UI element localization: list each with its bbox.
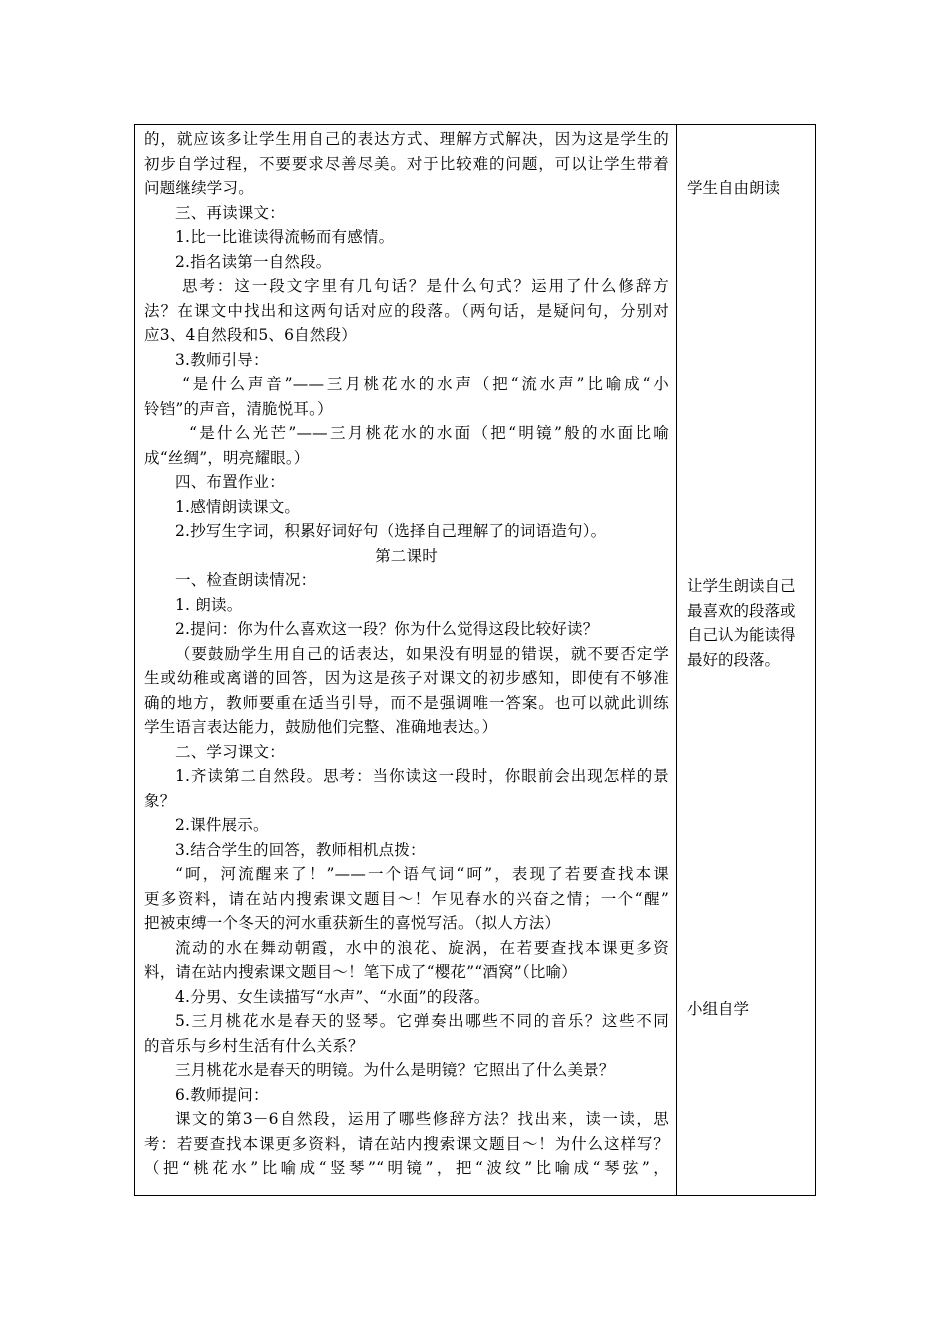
- side-note-group-study: [687, 997, 749, 1022]
- side-note-free-reading: [687, 176, 780, 201]
- text-line: 一、检查朗读情况：: [175, 571, 317, 589]
- text-line: 的，就应该多让学生用自己的表达方式、理解方式解决，因为这是学生的: [144, 130, 669, 148]
- teaching-process-column: [135, 125, 677, 1195]
- text-line: 更多资料，请在站内搜索课文题目～！乍见春水的兴奋之情；一个“醒”: [144, 889, 669, 908]
- text-line: 课文的第3－6自然段，运用了哪些修辞方法？找出来，读一读，思: [175, 1110, 669, 1128]
- text-line: 把被束缚一个冬天的河水重获新生的喜悦写活。（拟人方法）: [144, 914, 561, 932]
- text-line: 1.齐读第二自然段。思考：当你读这一段时，你眼前会出现怎样的景: [175, 767, 669, 785]
- text-line: 2.抄写生字词，积累好词好句（选择自己理解了的词语造句）。: [175, 522, 607, 540]
- student-activity-column: [677, 125, 815, 1195]
- text-line: “是什么声音”——三月桃花水的水声（把“流水声”比喻成“小: [182, 375, 669, 393]
- text-line: 1.比一比谁读得流畅而有感情。: [175, 228, 395, 246]
- text-line: 四、布置作业：: [175, 473, 285, 491]
- text-line: 3.结合学生的回答，教师相机点拨：: [175, 840, 426, 859]
- side-note-line: 让学生朗读自己: [687, 577, 796, 595]
- text-line: 的音乐与乡村生活有什么关系？: [144, 1036, 364, 1055]
- text-line: （把“桃花水”比喻成“竖琴”“明镜”，把“波纹”比喻成“琴弦”，: [144, 1159, 669, 1177]
- text-line: 考：若要查找本课更多资料，请在站内搜索课文题目～！为什么这样写？: [144, 1134, 669, 1153]
- text-line: （要鼓励学生用自己的话表达，如果没有明显的错误，就不要否定学: [175, 644, 669, 663]
- text-line: 二、学习课文：: [175, 742, 285, 761]
- text-line: 法？在课文中找出和这两句话对应的段落。（两句话，是疑问句，分别对: [144, 301, 669, 320]
- side-note-favorite-paragraph: [687, 574, 796, 672]
- text-line: 6.教师提问：: [175, 1085, 269, 1104]
- text-line: 2.提问：你为什么喜欢这一段？你为什么觉得这段比较好读？: [175, 620, 599, 638]
- text-line: 铃铛”的声音，清脆悦耳。）: [144, 399, 333, 418]
- side-note-line: 学生自由朗读: [687, 179, 781, 197]
- text-line: 3.教师引导：: [175, 350, 269, 369]
- text-line: 4.分男、女生读描写“水声”、“水面”的段落。: [175, 987, 490, 1006]
- lesson-plan-table: [134, 124, 816, 1196]
- text-line: 问题继续学习。: [144, 179, 254, 197]
- text-line: 5.三月桃花水是春天的竖琴。它弹奏出哪些不同的音乐？这些不同: [175, 1012, 669, 1030]
- text-line: 2.课件展示。: [175, 816, 269, 834]
- text-line: 三月桃花水是春天的明镜。为什么是明镜？它照出了什么美景？: [175, 1061, 615, 1079]
- text-line: 成“丝绸”，明亮耀眼。）: [144, 448, 310, 467]
- text-line: 初步自学过程，不要要求尽善尽美。对于比较难的问题，可以让学生带着: [144, 154, 669, 173]
- text-line: 料，请在站内搜索课文题目～！笔下成了“樱花”“酒窝”（比喻）: [144, 963, 577, 981]
- text-line: 确的地方，教师要重在适当引导，而不是强调唯一答案。也可以就此训练: [144, 693, 669, 712]
- text-line: 学生语言表达能力，鼓励他们完整、准确地表达。）: [144, 718, 498, 736]
- text-line: 应3、4自然段和5、6自然段）: [144, 326, 357, 344]
- text-line: 第二课时: [375, 546, 438, 565]
- text-line: 1.感情朗读课文。: [175, 497, 301, 516]
- text-line: “是什么光芒”——三月桃花水的水面（把“明镜”般的水面比喻: [189, 424, 669, 442]
- text-line: 象？: [144, 791, 176, 810]
- text-line: 三、再读课文：: [175, 203, 285, 222]
- text-line: 2.指名读第一自然段。: [175, 252, 332, 271]
- text-line: 流动的水在舞动朝霞，水中的浪花、旋涡，在若要查找本课更多资: [175, 938, 669, 957]
- side-note-line: 小组自学: [687, 1000, 750, 1018]
- side-note-line: 自己认为能读得: [687, 626, 796, 644]
- text-line: 生或幼稚或离谱的回答，因为这是孩子对课文的初步感知，即使有不够准: [144, 669, 669, 687]
- side-note-line: 最喜欢的段落或: [687, 601, 796, 620]
- text-line: “呵，河流醒来了！”——一个语气词“呵”，表现了若要查找本课: [175, 865, 669, 883]
- text-line: 思考：这一段文字里有几句话？是什么句式？运用了什么修辞方: [182, 277, 669, 295]
- text-line: 1. 朗读。: [175, 595, 243, 614]
- side-note-line: 最好的段落。: [687, 650, 781, 669]
